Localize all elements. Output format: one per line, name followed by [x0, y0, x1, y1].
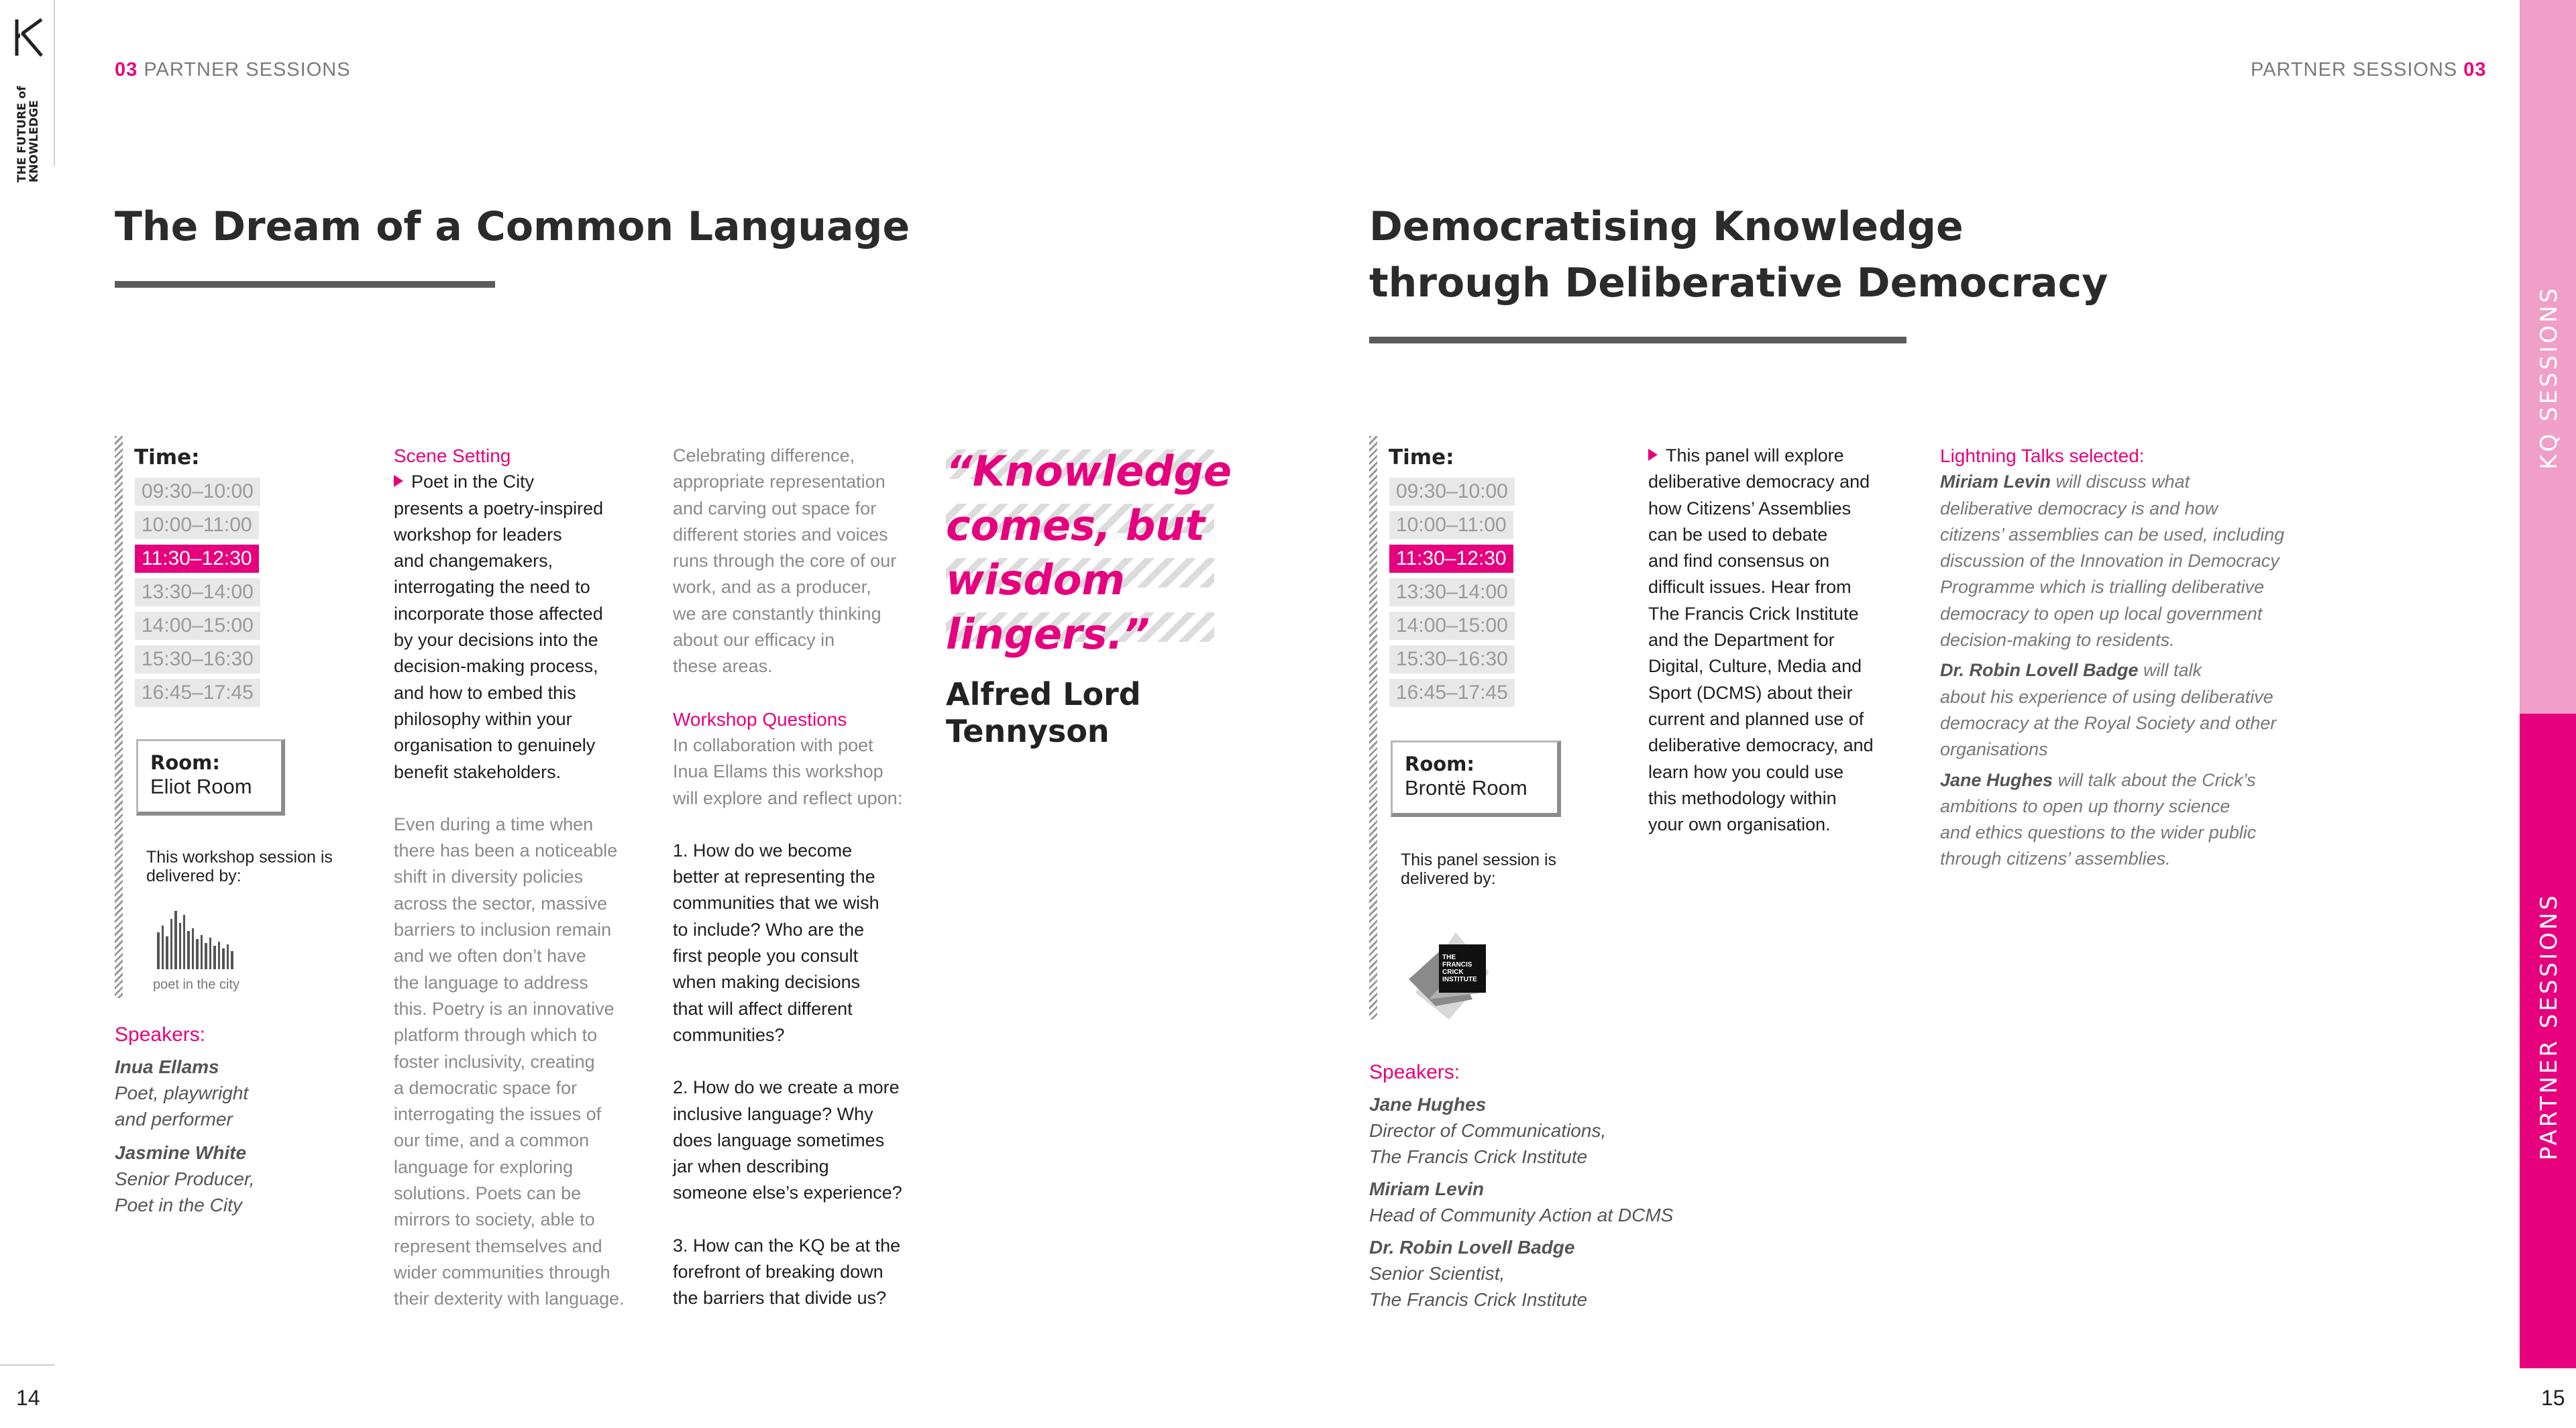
speaker-role: Senior Producer,: [115, 1168, 255, 1189]
text-line: benefit stakeholders.: [394, 761, 561, 782]
speaker-name: Dr. Robin Lovell Badge: [1369, 1237, 1575, 1258]
title-line: Democratising Knowledge: [1369, 203, 1964, 250]
left-session-accent-bar: [115, 436, 123, 998]
text-line: we are constantly thinking: [673, 603, 881, 624]
speaker-role: Poet, playwright: [115, 1083, 249, 1103]
time-slot-list: [1389, 478, 1515, 707]
text-line: democracy at the Royal Society and other: [1940, 712, 2277, 733]
speaker-name: Jasmine White: [115, 1142, 247, 1163]
text-line: the language to address: [394, 972, 588, 993]
text-line: Even during a time when: [394, 814, 594, 834]
text-line: Sport (DCMS) about their: [1648, 682, 1853, 703]
time-slot: 14:00–15:00: [135, 612, 260, 640]
speaker-role: The Francis Crick Institute: [1369, 1289, 1588, 1310]
workshop-intro-text: [673, 732, 934, 812]
quote-line: lingers.”: [946, 607, 1214, 661]
text-line: 1. How do we become: [673, 840, 853, 861]
text-line: about our efficacy in: [673, 630, 835, 651]
logo-line-2: KNOWLEDGE: [28, 100, 41, 182]
text-line: a democratic space for: [394, 1077, 578, 1098]
text-line: interrogating the issues of: [394, 1104, 602, 1125]
left-title: The Dream of a Common Language: [115, 203, 910, 250]
text-line: your own organisation.: [1648, 814, 1831, 835]
time-slot: 09:30–10:00: [1389, 478, 1515, 506]
section-name: PARTNER SESSIONS: [2251, 59, 2458, 80]
text-line: and changemakers,: [394, 551, 553, 571]
text-line: presents a poetry-inspired: [394, 498, 604, 518]
speakers-heading: Speakers:: [115, 1024, 206, 1046]
text-line-content: will talk: [2138, 660, 2202, 681]
time-slot-list: [135, 478, 260, 707]
text-line: forefront of breaking down: [673, 1262, 883, 1282]
time-slot-active: 11:30–12:30: [135, 545, 259, 573]
text-line: ambitions to open up thorny science: [1940, 795, 2231, 816]
text-line: their dexterity with language.: [394, 1288, 625, 1309]
room-label: Room:: [1405, 753, 1474, 775]
text-line: about his experience of using deliberative: [1940, 686, 2273, 707]
text-line: The Francis Crick Institute: [1648, 603, 1859, 624]
delivered-by-text: This panel session is delivered by:: [1401, 850, 1557, 888]
question-1: [673, 838, 934, 1048]
room-value: Brontë Room: [1405, 776, 1527, 800]
time-slot: 10:00–11:00: [135, 511, 259, 539]
time-slot: 14:00–15:00: [1389, 612, 1515, 640]
speakers-list: [115, 1054, 255, 1218]
tab-kq-sessions[interactable]: [2520, 0, 2576, 714]
quote-line: comes, but: [946, 498, 1214, 553]
room-label: Room:: [150, 751, 220, 774]
text-line: Programme which is trialling deliberative: [1940, 577, 2265, 598]
text-line-content: Poet in the City: [411, 472, 535, 492]
text-line: someone else’s experience?: [673, 1183, 902, 1203]
k-monogram-icon: [15, 17, 46, 58]
text-line: by your decisions into the: [394, 630, 598, 651]
room-value: Eliot Room: [150, 775, 252, 798]
text-line: [1940, 767, 2369, 793]
text-line: can be used to debate: [1648, 524, 1828, 545]
scene-setting-column: [394, 443, 659, 1313]
delivered-by-text: This workshop session is delivered by:: [146, 848, 333, 885]
text-line: and ethics questions to the wider public: [1940, 822, 2257, 843]
text-line: organisations: [1940, 739, 2048, 760]
speaker-name: Inua Ellams: [115, 1056, 219, 1077]
speaker-role: Senior Scientist,: [1369, 1263, 1505, 1284]
right-title: [1369, 199, 2108, 311]
text-line: learn how you could use: [1648, 761, 1844, 782]
scene-setting-heading: Scene Setting: [394, 445, 511, 466]
section-number: 03: [2463, 59, 2487, 80]
right-title-rule: [1369, 337, 1907, 343]
text-line: foster inclusivity, creating: [394, 1051, 595, 1072]
talk-speaker: Miriam Levin: [1940, 472, 2051, 492]
panel-description: [1648, 443, 1917, 838]
even-during-text: [394, 812, 659, 1313]
text-line: jar when describing: [673, 1156, 829, 1177]
text-line: platform through which to: [394, 1025, 598, 1046]
poet-logo-caption: poet in the city: [153, 977, 239, 992]
poet-in-the-city-icon: [153, 905, 240, 973]
text-line: solutions. Poets can be: [394, 1183, 582, 1204]
text-line: [1648, 443, 1917, 469]
speaker-role: Director of Communications,: [1369, 1120, 1607, 1141]
section-label-left: [115, 59, 351, 81]
text-line: decision-making to residents.: [1940, 630, 2175, 651]
quote-text: [946, 444, 1232, 661]
tab-partner-label: PARTNER SESSIONS: [2536, 893, 2563, 1160]
text-line: does language sometimes: [673, 1130, 885, 1150]
text-line: In collaboration with poet: [673, 734, 873, 755]
triangle-bullet-icon: [1648, 449, 1658, 461]
talk-speaker: Dr. Robin Lovell Badge: [1940, 660, 2139, 681]
speaker-role: Head of Community Action at DCMS: [1369, 1205, 1674, 1225]
quote-line: “Knowledge: [946, 444, 1214, 498]
text-line: deliberative democracy and: [1648, 472, 1870, 492]
time-slot: 15:30–16:30: [1389, 645, 1515, 673]
text-line: deliberative democracy is and how: [1940, 498, 2218, 518]
kq-logo: [15, 17, 50, 182]
text-line-content: This panel will explore: [1666, 445, 1844, 465]
triangle-bullet-icon: [394, 475, 403, 487]
text-line: current and planned use of: [1648, 708, 1864, 729]
text-line: decision-making process,: [394, 656, 598, 677]
text-line: communities?: [673, 1024, 785, 1045]
right-session-accent-bar: [1369, 436, 1377, 1020]
text-line: language for exploring: [394, 1156, 574, 1177]
time-label: Time:: [134, 445, 200, 470]
text-line: represent themselves and: [394, 1235, 602, 1256]
text-line: and how to embed this: [394, 682, 576, 703]
pull-quote: [946, 444, 1232, 750]
text-line: first people you consult: [673, 946, 859, 967]
speaker-role: and performer: [115, 1109, 233, 1130]
section-name: PARTNER SESSIONS: [144, 59, 351, 80]
text-line: this methodology within: [1648, 787, 1837, 808]
text-line: philosophy within your: [394, 708, 572, 729]
text-line: [394, 469, 659, 495]
speakers-heading: Speakers:: [1369, 1061, 1460, 1083]
text-line: this. Poetry is an innovative: [394, 998, 614, 1019]
title-line: through Deliberative Democracy: [1369, 260, 2108, 307]
text-line: and we often don’t have: [394, 946, 586, 967]
text-line: wider communities through: [394, 1262, 610, 1282]
time-slot: 16:45–17:45: [1389, 679, 1515, 707]
scene-setting-text: [394, 469, 659, 785]
workshop-questions-heading: Workshop Questions: [673, 708, 847, 730]
text-line: appropriate representation: [673, 472, 885, 492]
left-footer-rule: [0, 1364, 55, 1366]
page-number-right: 15: [2541, 1386, 2565, 1410]
text-line: our time, and a common: [394, 1130, 590, 1151]
question-2: [673, 1075, 934, 1206]
lightning-talks-heading: Lightning Talks selected:: [1940, 445, 2145, 466]
speaker-name: Miriam Levin: [1369, 1178, 1485, 1199]
text-line: there has been a noticeable: [394, 840, 618, 861]
crick-logo-text: THE FRANCIS CRICK INSTITUTE: [1442, 954, 1477, 983]
text-line: interrogating the need to: [394, 577, 590, 598]
time-label: Time:: [1389, 445, 1454, 470]
text-line: and find consensus on: [1648, 551, 1830, 571]
text-line: inclusive language? Why: [673, 1103, 873, 1124]
text-line: deliberative democracy, and: [1648, 735, 1874, 756]
time-slot: 13:30–14:00: [1389, 578, 1515, 606]
logo-wordmark: [16, 86, 40, 182]
text-line: Inua Ellams this workshop: [673, 761, 883, 782]
tab-kq-label: KQ SESSIONS: [2536, 286, 2563, 470]
logo-divider: [54, 0, 55, 166]
text-line: shift in diversity policies: [394, 867, 584, 887]
text-line: different stories and voices: [673, 524, 888, 545]
text-line: will explore and reflect upon:: [673, 787, 903, 808]
quote-line: wisdom: [946, 553, 1214, 607]
tab-partner-sessions[interactable]: [2520, 714, 2576, 1368]
time-slot: 10:00–11:00: [1389, 511, 1513, 539]
text-line: communities that we wish: [673, 893, 879, 914]
speaker-name: Jane Hughes: [1369, 1094, 1487, 1115]
text-line: [1940, 469, 2369, 495]
workshop-column: [673, 443, 934, 1312]
lightning-talks: [1940, 443, 2369, 873]
text-line: Digital, Culture, Media and: [1648, 656, 1862, 677]
logo-line-1: THE FUTURE of: [15, 86, 29, 182]
question-3: [673, 1233, 934, 1312]
author-line: Alfred Lord: [946, 676, 1141, 712]
text-line: mirrors to society, able to: [394, 1209, 595, 1230]
poet-in-the-city-logo: [153, 905, 247, 999]
text-line: runs through the core of our: [673, 551, 897, 571]
text-line: better at representing the: [673, 867, 875, 887]
text-line: 3. How can the KQ be at the: [673, 1235, 901, 1256]
time-slot: 15:30–16:30: [135, 645, 260, 673]
page-number-left: 14: [16, 1386, 40, 1410]
text-line: Celebrating difference,: [673, 445, 855, 465]
left-title-rule: [115, 281, 495, 288]
text-line: to include? Who are the: [673, 919, 865, 940]
text-line: workshop for leaders: [394, 524, 562, 545]
text-line: citizens’ assemblies can be used, including: [1940, 524, 2285, 545]
text-line: incorporate those affected: [394, 603, 603, 624]
time-slot: 13:30–14:00: [135, 578, 260, 606]
text-line: organisation to genuinely: [394, 735, 596, 756]
text-line-content: will discuss what: [2051, 472, 2190, 492]
room-box: [1391, 740, 1561, 817]
text-line: how Citizens’ Assemblies: [1648, 498, 1851, 518]
talk-speaker: Jane Hughes: [1940, 769, 2053, 790]
room-box: [136, 739, 285, 816]
time-slot: 16:45–17:45: [135, 679, 260, 707]
author-line: Tennyson: [946, 713, 1110, 749]
lightning-talk-1: [1940, 469, 2369, 653]
time-slot: 09:30–10:00: [135, 478, 260, 506]
celebrating-text: [673, 443, 934, 680]
text-line: the barriers that divide us?: [673, 1288, 887, 1309]
text-line: through citizens’ assemblies.: [1940, 848, 2171, 869]
quote-author: [946, 676, 1214, 750]
speaker-role: Poet in the City: [115, 1195, 242, 1215]
text-line: when making decisions: [673, 972, 861, 993]
text-line: work, and as a producer,: [673, 577, 871, 598]
lightning-talk-3: [1940, 767, 2369, 873]
text-line: barriers to inclusion remain: [394, 920, 612, 940]
text-line: discussion of the Innovation in Democracy: [1940, 551, 2279, 571]
text-line: that will affect different: [673, 998, 853, 1019]
lightning-talk-2: [1940, 657, 2369, 763]
text-line: across the sector, massive: [394, 893, 608, 914]
time-slot-active: 11:30–12:30: [1389, 545, 1513, 573]
section-label-right: [2251, 59, 2487, 81]
text-line: difficult issues. Hear from: [1648, 577, 1851, 598]
francis-crick-logo: [1409, 919, 1496, 1026]
speakers-list: [1369, 1092, 1673, 1313]
text-line: 2. How do we create a more: [673, 1077, 900, 1098]
text-line: [1940, 657, 2369, 683]
section-number: 03: [115, 59, 138, 80]
text-line-content: will talk about the Crick’s: [2053, 769, 2256, 790]
text-line: democracy to open up local government: [1940, 603, 2263, 624]
text-line: and carving out space for: [673, 498, 877, 518]
speaker-role: The Francis Crick Institute: [1369, 1146, 1588, 1167]
text-line: these areas.: [673, 656, 773, 677]
text-line: and the Department for: [1648, 630, 1835, 651]
